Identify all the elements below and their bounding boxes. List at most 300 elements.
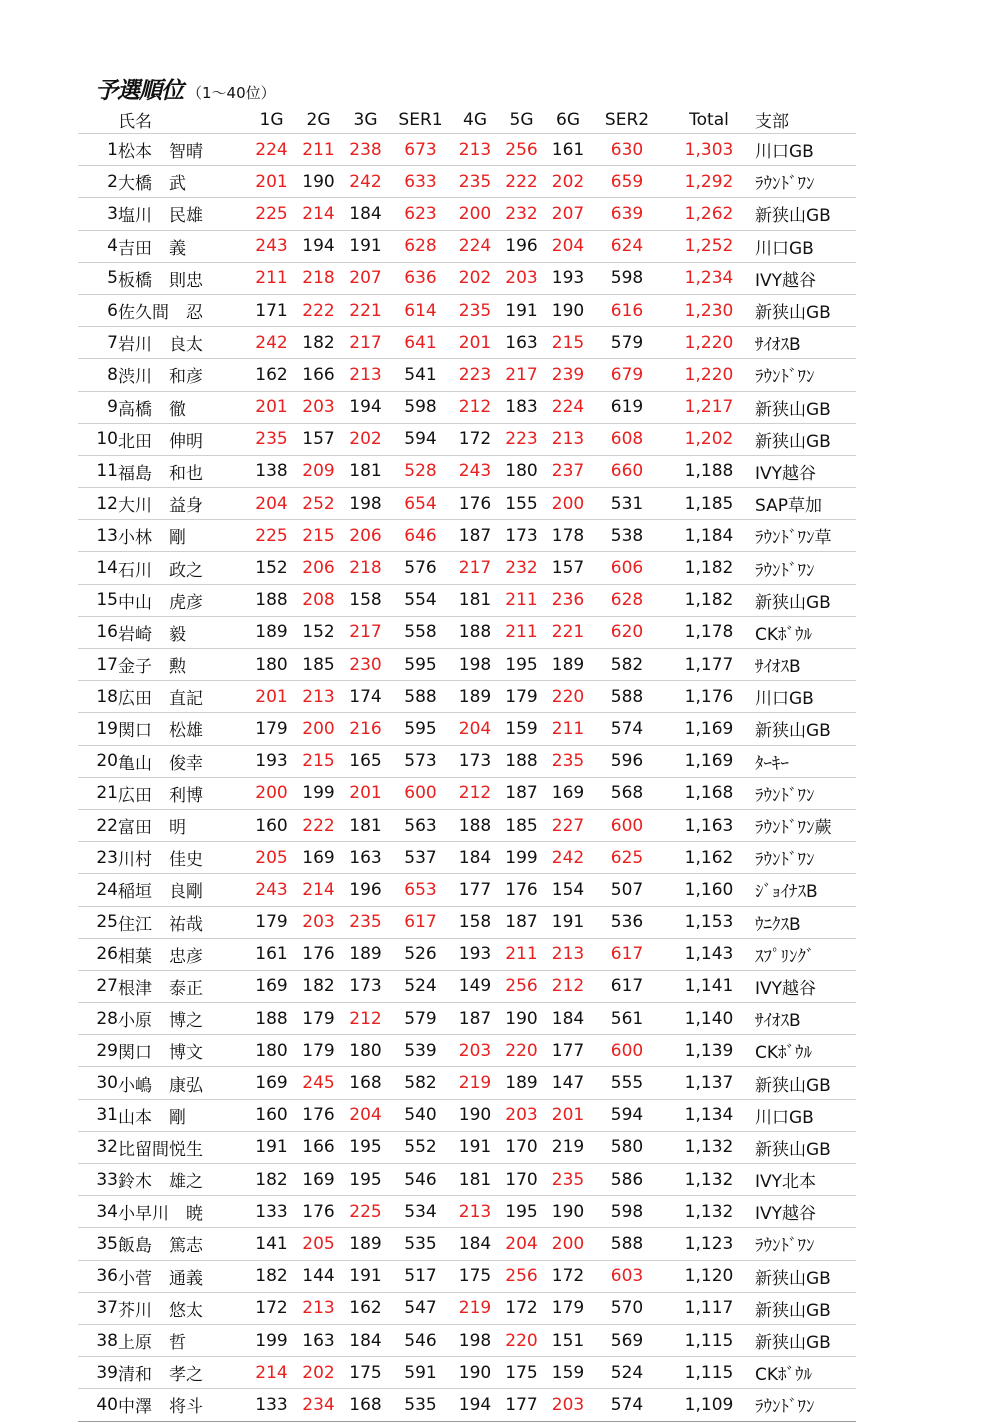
score-4g: 202 [452,262,498,294]
table-row [78,488,856,520]
score-5g: 187 [498,777,545,809]
table-row [78,584,856,616]
score-6g: 215 [545,327,591,359]
branch-name: IVY北本 [755,1164,856,1196]
branch-name: CKﾎﾞｳﾙ [755,1357,856,1389]
rank-cell: 26 [78,938,118,970]
score-6g: 207 [545,198,591,230]
score-1g: 169 [248,1067,295,1099]
score-6g: 213 [545,423,591,455]
header-2g: 2G [295,106,342,134]
total-score: 1,188 [663,455,755,487]
series-1: 535 [389,1389,452,1421]
series-2: 620 [591,616,663,648]
series-2: 596 [591,745,663,777]
score-1g: 188 [248,1003,295,1035]
score-6g: 221 [545,616,591,648]
table-row [78,1196,856,1228]
player-name: 鈴木 雄之 [118,1164,248,1196]
total-score: 1,137 [663,1067,755,1099]
table-row [78,1389,856,1421]
score-1g: 205 [248,842,295,874]
series-1: 673 [389,134,452,166]
branch-name: ﾗｳﾝﾄﾞﾜﾝ [755,1389,856,1421]
score-5g: 211 [498,616,545,648]
branch-name: ﾗｳﾝﾄﾞﾜﾝ [755,166,856,198]
total-score: 1,176 [663,681,755,713]
rank-cell: 39 [78,1357,118,1389]
table-row [78,809,856,841]
score-6g: 235 [545,1164,591,1196]
score-4g: 193 [452,938,498,970]
series-2: 660 [591,455,663,487]
score-1g: 152 [248,552,295,584]
series-1: 535 [389,1228,452,1260]
score-2g: 185 [295,649,342,681]
score-2g: 245 [295,1067,342,1099]
score-6g: 211 [545,713,591,745]
score-4g: 177 [452,874,498,906]
player-name: 中山 虎彦 [118,584,248,616]
score-5g: 163 [498,327,545,359]
series-2: 598 [591,1196,663,1228]
score-2g: 182 [295,970,342,1002]
score-1g: 201 [248,681,295,713]
total-score: 1,202 [663,423,755,455]
series-1: 598 [389,391,452,423]
score-2g: 205 [295,1228,342,1260]
total-score: 1,177 [663,649,755,681]
series-2: 608 [591,423,663,455]
score-3g: 191 [342,230,389,262]
score-5g: 203 [498,262,545,294]
series-2: 580 [591,1131,663,1163]
score-1g: 199 [248,1324,295,1356]
series-1: 546 [389,1164,452,1196]
score-2g: 163 [295,1324,342,1356]
branch-name: CKﾎﾞｳﾙ [755,616,856,648]
score-1g: 172 [248,1292,295,1324]
score-6g: 178 [545,520,591,552]
score-3g: 213 [342,359,389,391]
table-row [78,777,856,809]
score-2g: 182 [295,327,342,359]
score-3g: 230 [342,649,389,681]
branch-name: 川口GB [755,681,856,713]
score-2g: 199 [295,777,342,809]
table-row [78,842,856,874]
score-1g: 204 [248,488,295,520]
branch-name: 新狭山GB [755,294,856,326]
rank-cell: 28 [78,1003,118,1035]
table-row [78,455,856,487]
score-2g: 213 [295,681,342,713]
rank-cell: 3 [78,198,118,230]
score-3g: 242 [342,166,389,198]
score-2g: 194 [295,230,342,262]
score-6g: 220 [545,681,591,713]
total-score: 1,169 [663,745,755,777]
score-2g: 176 [295,938,342,970]
score-2g: 203 [295,906,342,938]
total-score: 1,168 [663,777,755,809]
series-1: 558 [389,616,452,648]
series-2: 536 [591,906,663,938]
table-row [78,166,856,198]
series-1: 539 [389,1035,452,1067]
score-1g: 169 [248,970,295,1002]
score-1g: 133 [248,1389,295,1421]
player-name: 上原 哲 [118,1324,248,1356]
score-3g: 181 [342,809,389,841]
table-row [78,1228,856,1260]
score-2g: 157 [295,423,342,455]
score-3g: 207 [342,262,389,294]
score-6g: 190 [545,1196,591,1228]
table-row [78,327,856,359]
score-1g: 188 [248,584,295,616]
total-score: 1,252 [663,230,755,262]
score-2g: 213 [295,1292,342,1324]
score-6g: 237 [545,455,591,487]
score-1g: 179 [248,713,295,745]
header-1g: 1G [248,106,295,134]
header-4g: 4G [452,106,498,134]
rank-cell: 4 [78,230,118,262]
score-4g: 243 [452,455,498,487]
series-1: 528 [389,455,452,487]
score-5g: 183 [498,391,545,423]
total-score: 1,123 [663,1228,755,1260]
score-3g: 189 [342,1228,389,1260]
table-row [78,874,856,906]
header-5g: 5G [498,106,545,134]
score-2g: 190 [295,166,342,198]
score-3g: 163 [342,842,389,874]
score-4g: 181 [452,584,498,616]
table-row [78,198,856,230]
score-1g: 200 [248,777,295,809]
score-1g: 225 [248,520,295,552]
series-1: 537 [389,842,452,874]
table-row [78,294,856,326]
score-3g: 217 [342,616,389,648]
score-2g: 179 [295,1003,342,1035]
score-5g: 223 [498,423,545,455]
rank-cell: 25 [78,906,118,938]
score-5g: 195 [498,1196,545,1228]
score-2g: 169 [295,1164,342,1196]
score-3g: 158 [342,584,389,616]
score-3g: 218 [342,552,389,584]
player-name: 稲垣 良剛 [118,874,248,906]
score-4g: 235 [452,166,498,198]
score-6g: 224 [545,391,591,423]
header-branch: 支部 [755,106,856,134]
total-score: 1,182 [663,552,755,584]
series-1: 534 [389,1196,452,1228]
series-1: 594 [389,423,452,455]
series-1: 633 [389,166,452,198]
series-2: 538 [591,520,663,552]
score-6g: 157 [545,552,591,584]
score-3g: 180 [342,1035,389,1067]
score-2g: 203 [295,391,342,423]
series-2: 679 [591,359,663,391]
series-2: 588 [591,1228,663,1260]
branch-name: ｻｲｵｽB [755,1003,856,1035]
score-5g: 173 [498,520,545,552]
series-2: 524 [591,1357,663,1389]
table-row [78,1324,856,1356]
score-1g: 180 [248,1035,295,1067]
player-name: 中澤 将斗 [118,1389,248,1421]
score-4g: 194 [452,1389,498,1421]
rank-cell: 2 [78,166,118,198]
branch-name: IVY越谷 [755,1196,856,1228]
ranking-table [78,106,856,1422]
score-3g: 206 [342,520,389,552]
table-row [78,938,856,970]
score-4g: 190 [452,1099,498,1131]
rank-cell: 37 [78,1292,118,1324]
score-6g: 219 [545,1131,591,1163]
table-row [78,134,856,166]
score-1g: 182 [248,1260,295,1292]
player-name: 小早川 暁 [118,1196,248,1228]
rank-cell: 11 [78,455,118,487]
score-6g: 191 [545,906,591,938]
branch-name: 新狭山GB [755,713,856,745]
rank-cell: 9 [78,391,118,423]
score-5g: 232 [498,552,545,584]
score-2g: 169 [295,842,342,874]
series-1: 547 [389,1292,452,1324]
player-name: 川村 佳史 [118,842,248,874]
rank-cell: 29 [78,1035,118,1067]
series-1: 517 [389,1260,452,1292]
player-name: 住江 祐哉 [118,906,248,938]
score-4g: 212 [452,777,498,809]
total-score: 1,220 [663,359,755,391]
series-2: 625 [591,842,663,874]
score-3g: 181 [342,455,389,487]
score-5g: 211 [498,938,545,970]
score-4g: 172 [452,423,498,455]
rank-cell: 8 [78,359,118,391]
table-row [78,1357,856,1389]
player-name: 高橋 徹 [118,391,248,423]
score-2g: 211 [295,134,342,166]
total-score: 1,182 [663,584,755,616]
branch-name: ﾗｳﾝﾄﾞﾜﾝ [755,1228,856,1260]
score-4g: 224 [452,230,498,262]
player-name: 石川 政之 [118,552,248,584]
score-5g: 217 [498,359,545,391]
table-row [78,713,856,745]
player-name: 富田 明 [118,809,248,841]
score-1g: 171 [248,294,295,326]
series-1: 614 [389,294,452,326]
score-3g: 196 [342,874,389,906]
header-ser2: SER2 [591,106,663,134]
total-score: 1,115 [663,1324,755,1356]
score-5g: 232 [498,198,545,230]
score-3g: 184 [342,198,389,230]
rank-cell: 6 [78,294,118,326]
rank-cell: 38 [78,1324,118,1356]
branch-name: 新狭山GB [755,1131,856,1163]
series-2: 586 [591,1164,663,1196]
player-name: 亀山 俊幸 [118,745,248,777]
score-5g: 159 [498,713,545,745]
score-4g: 191 [452,1131,498,1163]
player-name: 関口 博文 [118,1035,248,1067]
branch-name: ｻｲｵｽB [755,649,856,681]
score-6g: 236 [545,584,591,616]
score-3g: 168 [342,1067,389,1099]
score-5g: 256 [498,1260,545,1292]
score-5g: 220 [498,1324,545,1356]
total-score: 1,303 [663,134,755,166]
branch-name: IVY越谷 [755,262,856,294]
score-5g: 204 [498,1228,545,1260]
score-2g: 208 [295,584,342,616]
total-score: 1,185 [663,488,755,520]
rank-cell: 13 [78,520,118,552]
score-6g: 202 [545,166,591,198]
score-5g: 177 [498,1389,545,1421]
score-1g: 179 [248,906,295,938]
series-2: 639 [591,198,663,230]
player-name: 金子 勲 [118,649,248,681]
score-3g: 212 [342,1003,389,1035]
total-score: 1,234 [663,262,755,294]
player-name: 飯島 篤志 [118,1228,248,1260]
score-4g: 187 [452,1003,498,1035]
score-4g: 219 [452,1067,498,1099]
score-6g: 179 [545,1292,591,1324]
score-1g: 141 [248,1228,295,1260]
score-4g: 188 [452,616,498,648]
rank-cell: 19 [78,713,118,745]
total-score: 1,115 [663,1357,755,1389]
score-4g: 176 [452,488,498,520]
series-2: 568 [591,777,663,809]
score-2g: 176 [295,1196,342,1228]
series-1: 582 [389,1067,452,1099]
score-5g: 185 [498,809,545,841]
series-1: 573 [389,745,452,777]
score-6g: 190 [545,294,591,326]
score-3g: 216 [342,713,389,745]
score-3g: 202 [342,423,389,455]
score-1g: 138 [248,455,295,487]
score-5g: 196 [498,230,545,262]
score-1g: 180 [248,649,295,681]
total-score: 1,184 [663,520,755,552]
score-4g: 184 [452,1228,498,1260]
score-5g: 211 [498,584,545,616]
score-5g: 220 [498,1035,545,1067]
score-5g: 170 [498,1164,545,1196]
header-3g: 3G [342,106,389,134]
total-score: 1,140 [663,1003,755,1035]
player-name: 渋川 和彦 [118,359,248,391]
table-row [78,359,856,391]
score-5g: 179 [498,681,545,713]
score-4g: 219 [452,1292,498,1324]
branch-name: 新狭山GB [755,584,856,616]
table-row [78,1099,856,1131]
score-5g: 180 [498,455,545,487]
player-name: 広田 利博 [118,777,248,809]
score-2g: 218 [295,262,342,294]
score-3g: 168 [342,1389,389,1421]
series-1: 554 [389,584,452,616]
player-name: 大川 益身 [118,488,248,520]
score-5g: 190 [498,1003,545,1035]
player-name: 清和 孝之 [118,1357,248,1389]
total-score: 1,134 [663,1099,755,1131]
score-2g: 176 [295,1099,342,1131]
total-score: 1,132 [663,1131,755,1163]
score-1g: 214 [248,1357,295,1389]
rank-cell: 16 [78,616,118,648]
table-header-row [78,106,856,134]
branch-name: ｽﾌﾟﾘﾝｸﾞ [755,938,856,970]
score-2g: 222 [295,294,342,326]
score-4g: 213 [452,1196,498,1228]
rank-cell: 30 [78,1067,118,1099]
series-2: 594 [591,1099,663,1131]
score-4g: 190 [452,1357,498,1389]
series-2: 628 [591,584,663,616]
series-2: 603 [591,1260,663,1292]
score-1g: 225 [248,198,295,230]
total-score: 1,162 [663,842,755,874]
player-name: 塩川 民雄 [118,198,248,230]
score-1g: 133 [248,1196,295,1228]
score-4g: 223 [452,359,498,391]
table-row [78,1131,856,1163]
score-2g: 215 [295,520,342,552]
total-score: 1,132 [663,1196,755,1228]
player-name: 松本 智晴 [118,134,248,166]
player-name: 小嶋 康弘 [118,1067,248,1099]
series-1: 595 [389,649,452,681]
score-1g: 243 [248,874,295,906]
score-6g: 212 [545,970,591,1002]
score-6g: 235 [545,745,591,777]
series-1: 641 [389,327,452,359]
branch-name: IVY越谷 [755,970,856,1002]
score-1g: 191 [248,1131,295,1163]
table-row [78,1035,856,1067]
total-score: 1,141 [663,970,755,1002]
score-6g: 200 [545,488,591,520]
score-2g: 144 [295,1260,342,1292]
total-score: 1,153 [663,906,755,938]
score-2g: 234 [295,1389,342,1421]
score-6g: 177 [545,1035,591,1067]
score-4g: 184 [452,842,498,874]
rank-cell: 24 [78,874,118,906]
total-score: 1,143 [663,938,755,970]
table-row [78,1067,856,1099]
score-5g: 175 [498,1357,545,1389]
player-name: 岩川 良太 [118,327,248,359]
